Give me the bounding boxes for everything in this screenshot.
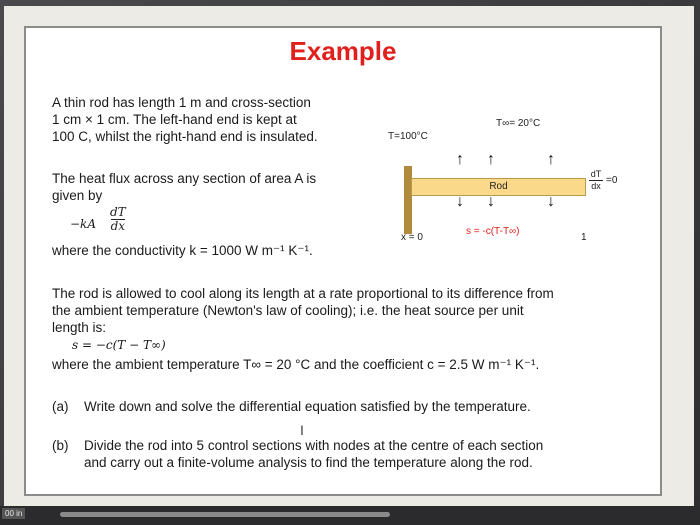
source-label: s = -c(T-T∞) <box>466 226 520 237</box>
ambient-line: where the ambient temperature T∞ = 20 °C and the coefficient c = 2.5 W m⁻¹ K⁻¹. <box>52 357 540 372</box>
arrow-up-icon: ↑ <box>456 151 464 168</box>
flux-formula-prefix: −kA <box>70 217 96 231</box>
flux-formula-num: dT <box>110 205 126 219</box>
boundary-condition-eq: =0 <box>606 175 618 186</box>
x1-label: 1 <box>581 232 587 243</box>
cooling-line-2: the ambient temperature (Newton's law of cooling); i.e. the heat source per unit <box>52 303 524 318</box>
slide-title: Example <box>289 36 397 66</box>
bc-num: dT <box>590 169 602 179</box>
rod-wall <box>404 166 412 234</box>
arrow-down-icon: ↓ <box>547 193 555 210</box>
ambient-temp-label: T∞= 20°C <box>496 118 541 129</box>
arrow-down-icon: ↓ <box>456 193 464 210</box>
part-b-line-1: Divide the rod into 5 control sections with nodes at the centre of each section <box>84 438 544 453</box>
part-a-label: (a) <box>52 399 69 414</box>
text-cursor-icon: I <box>300 422 304 438</box>
arrow-down-icon: ↓ <box>487 193 495 210</box>
flux-line-1: The heat flux across any section of area A is <box>52 171 317 186</box>
conductivity-line: where the conductivity k = 1000 W m⁻¹ K⁻¹. <box>52 243 313 258</box>
arrow-up-icon: ↑ <box>487 151 495 168</box>
flux-formula-fraction <box>110 207 126 232</box>
part-b-line-2: and carry out a finite-volume analysis to find the temperature along the rod. <box>84 455 533 470</box>
intro-line-3: 100 C, whilst the right-hand end is insulated. <box>52 129 318 144</box>
bc-den: dx <box>591 181 601 191</box>
boundary-condition-fraction <box>589 170 603 191</box>
horizontal-scrollbar[interactable] <box>60 512 390 517</box>
screen <box>4 6 694 506</box>
rod-label: Rod <box>489 181 508 192</box>
flux-formula-den: dx <box>110 219 126 233</box>
x0-label: x = 0 <box>401 232 423 243</box>
source-formula: s = −c(T − T∞) <box>72 338 166 352</box>
arrow-up-icon: ↑ <box>547 151 555 168</box>
rod <box>411 178 586 196</box>
part-a-text: Write down and solve the differential equation satisfied by the temperature. <box>84 399 531 414</box>
intro-line-1: A thin rod has length 1 m and cross-section <box>52 95 311 110</box>
part-b-label: (b) <box>52 438 69 453</box>
flux-line-2: given by <box>52 188 103 203</box>
cooling-line-3: length is: <box>52 320 107 335</box>
zoom-level[interactable]: 00 in <box>2 508 25 519</box>
left-temp-label: T=100°C <box>388 131 428 142</box>
slide <box>24 26 662 496</box>
cooling-line-1: The rod is allowed to cool along its length at a rate proportional to its difference from <box>52 286 554 301</box>
intro-line-2: 1 cm × 1 cm. The left-hand end is kept at <box>52 112 297 127</box>
